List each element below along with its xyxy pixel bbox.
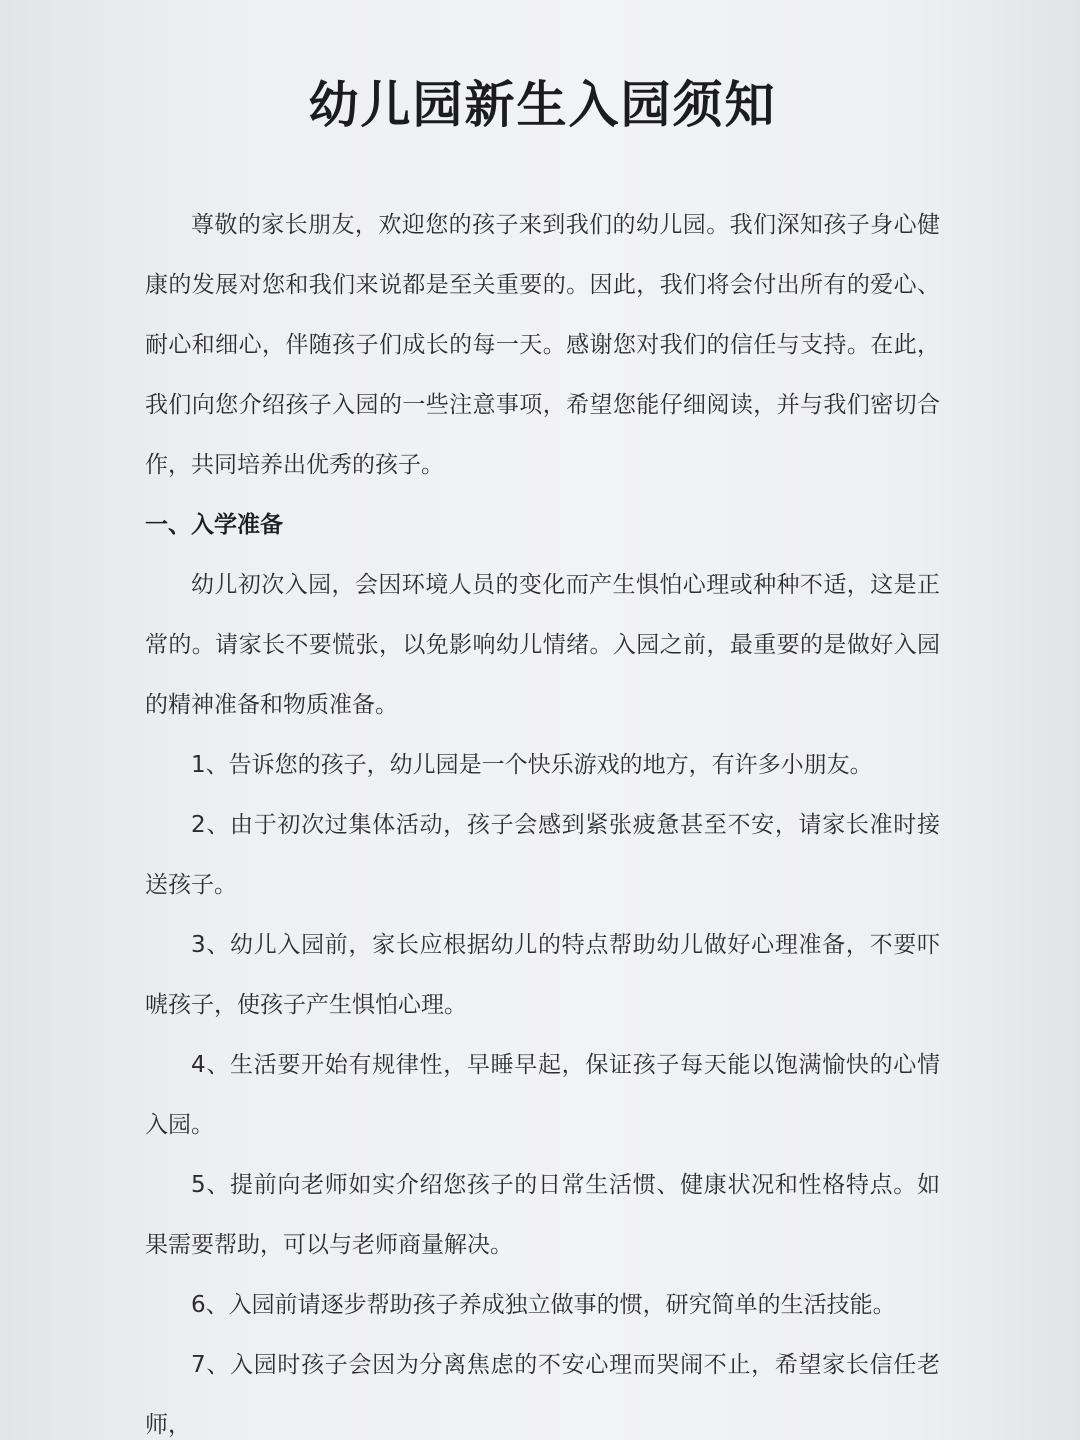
section-heading: 一、入学准备 bbox=[145, 512, 283, 538]
document-body bbox=[145, 70, 940, 1440]
list-item-7: 7、入园时孩子会因为分离焦虑的不安心理而哭闹不止，希望家长信任老师， bbox=[145, 1352, 940, 1438]
list-item-5: 5、提前向老师如实介绍您孩子的日常生活惯、健康状况和性格特点。如果需要帮助，可以与老师商量解决。 bbox=[145, 1172, 940, 1258]
section-intro-paragraph: 幼儿初次入园，会因环境人员的变化而产生惧怕心理或种种不适，这是正常的。请家长不要慌张，以免影响幼儿情绪。入园之前，最重要的是做好入园的精神准备和物质准备。 bbox=[145, 572, 940, 718]
list-item-4: 4、生活要开始有规律性，早睡早起，保证孩子每天能以饱满愉快的心情入园。 bbox=[145, 1052, 940, 1138]
list-item-2: 2、由于初次过集体活动，孩子会感到紧张疲惫甚至不安，请家长准时接送孩子。 bbox=[145, 812, 940, 898]
list-item-1: 1、告诉您的孩子，幼儿园是一个快乐游戏的地方，有许多小朋友。 bbox=[191, 752, 873, 778]
list-item-6: 6、入园前请逐步帮助孩子养成独立做事的惯，研究简单的生活技能。 bbox=[191, 1292, 896, 1318]
list-item-3: 3、幼儿入园前，家长应根据幼儿的特点帮助幼儿做好心理准备，不要吓唬孩子，使孩子产生惧怕心理。 bbox=[145, 932, 940, 1018]
document-title: 幼儿园新生入园须知 bbox=[308, 76, 777, 134]
intro-paragraph: 尊敬的家长朋友，欢迎您的孩子来到我们的幼儿园。我们深知孩子身心健康的发展对您和我们来说都是至关重要的。因此，我们将会付出所有的爱心、耐心和细心，伴随孩子们成长的每一天。感谢您对我们的信任与支持。在此，我们向您介绍孩子入园的一些注意事项，希望您能仔细阅读，并与我们密切合作，共同培养出优秀的孩子。 bbox=[145, 212, 940, 478]
